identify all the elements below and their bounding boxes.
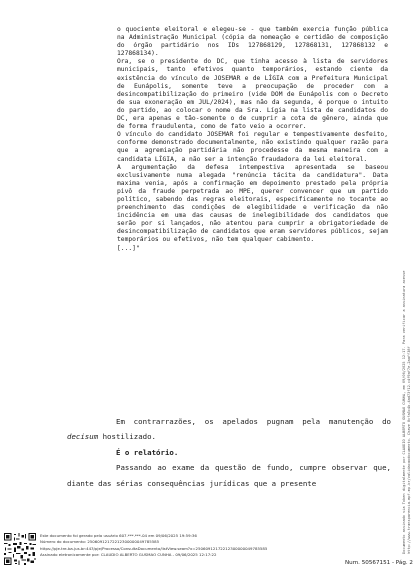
- footer-signed-line: Assinado eletronicamente por: CLAUDIO ALBERTO GUSMAO CUNHA - 09/06/2025 12:17:22: [40, 552, 217, 558]
- citation-paragraph: [...]": [117, 244, 140, 252]
- footer-consult-link[interactable]: https://pje.tre-ba.jus.br:443/pje/Processo/ConsultaDocumento/listView.seam?x=25060912172212300000049785585: [40, 545, 268, 551]
- body-text: [67, 414, 391, 491]
- footer-info: [40, 533, 267, 559]
- report-heading: É o relatório.: [116, 447, 179, 457]
- citation-paragraph: Ora, se o presidente do DC, que tinha acesso à lista de servidores municipais, tanto efetivos quanto temporários, estando ciente da existência do vínculo de JOSEMAR e de LÍGIA com a Prefeitura Municipal de Eunápolis, somente teve a preocupação de proceder com a desincompatibilização do primeiro (vide DOM de Eunápolis com o Decreto de sua exoneração em JUL/2024), mas não da segunda, é porque o intuito do partido, ao colocar o nome da Sra. Lígia na lista de candidatos do DC, era apenas e tão-somente o de cumprir a cota de gênero, ainda que de forma fraudulenta, como de fato veio a ocorrer.: [117, 58, 388, 131]
- signature-stamp: [393, 44, 415, 554]
- body-paragraph: Passando ao exame da questão de fundo, cumpre observar que, diante das sérias consequências jurídicas que a presente: [67, 463, 391, 488]
- qr-code-icon: [4, 533, 36, 565]
- citation-paragraph: o quociente eleitoral e elegeu-se - que também exercia função pública na Administração Municipal (cópia da nomeação e certidão de composição do órgão partidário nos IDs 127868129, 127868131, 127868132 e 127868134).: [117, 26, 388, 58]
- page-footer: [0, 530, 420, 573]
- footer-document-number: Número do documento: 25060912172212300000049785585: [40, 539, 160, 545]
- body-paragraph: [67, 414, 391, 445]
- italic-term: decisum: [67, 432, 99, 442]
- citation-block: [117, 26, 388, 253]
- page-number: Num. 50567151 - Pág. 2: [345, 560, 413, 566]
- signature-validation-link[interactable]: http://www.transparencia.mpf.mp.br/validacaodocumento. Chave 8cfa5c4b.4ad73f12.c4f9af7e.2aaff38f: [407, 346, 411, 554]
- footer-generated-line: Este documento foi gerado pelo usuário 607.***.***-04 em 09/06/2025 19:59:36: [40, 533, 197, 538]
- citation-paragraph: O vínculo do candidato JOSEMAR foi regular e tempestivamente desfeito, conforme demonstrado documentalmente, não existindo qualquer razão para que a agremiação partidária não procedesse da mesma maneira com a candidata LÍGIA, a não ser a intenção fraudadora da lei eleitoral.: [117, 131, 388, 163]
- signature-stamp-line: Documento assinado via Token digitalmente por CLAUDIO ALBERTO GUSMAO CUNHA, em 09/06/2025 12:17. Para verificar a assinatura acesse: [402, 270, 406, 554]
- body-text-segment: Em contrarrazões, os apelados pugnam pela manutenção do: [116, 417, 391, 426]
- citation-paragraph: A argumentação da defesa intempestiva apresentada se baseou exclusivamente numa alegada "renúncia tácita da candidatura". Data maxima venia, após a confirmação em depoimento prestado pela própria pivô da fraude perpetrada ao MPE, querer convencer que um partido político, sabendo das regras eleitorais, especificamente no tocante ao preenchimento das condições de elegibilidade e verificação da não incidência em uma das causas de inelegibilidade dos candidatos que serão por si lançados, não atentou para cumprir a obrigatoriedade de desincompatibilização de candidatos que eram servidores públicos, sejam temporários ou efetivos, não tem qualquer cabimento.: [117, 163, 388, 244]
- body-text-segment: hostilizado.: [98, 432, 157, 442]
